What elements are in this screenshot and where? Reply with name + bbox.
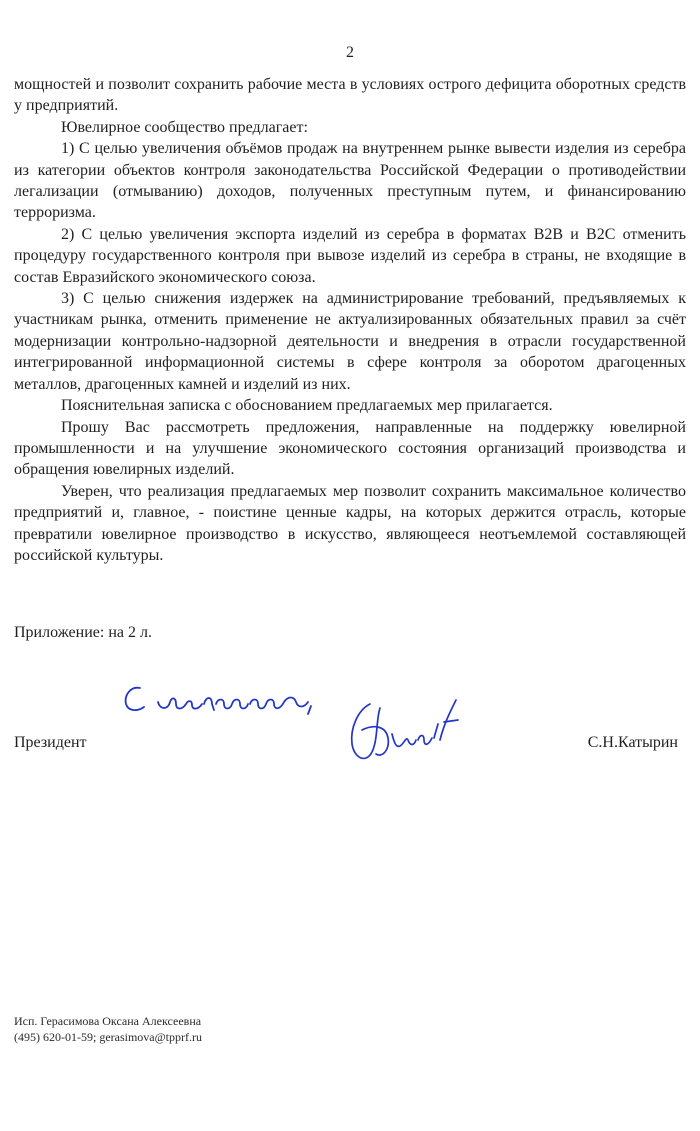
signatory-name: С.Н.Катырин [587,734,678,751]
paragraph-proposal-2: 2) С целью увеличения экспорта изделий из серебра в форматах B2B и B2C отменить процедуру государственного контроля при вывозе изделий из серебра в страны, не входящие в состав Евразийского экономического союза. [14,225,686,286]
executor-name: Исп. Герасимова Оксана Алексеевна [14,1014,202,1028]
paragraph-proposal-3: 3) С целью снижения издержек на администрирование требований, предъявляемых к участникам рынка, отменить применение не актуализированных обязательных правил за счёт модернизации контрольно-надзорной деятельности и внедрения в отрасли государственной интегрированной информационной системы в сфере контроля за оборотом драгоценных металлов, драгоценных камней и изделий из них. [14,290,686,393]
paragraph-conclusion: Уверен, что реализация предлагаемых мер позволит сохранить максимальное количество предприятий и, главное, - поистине ценные кадры, на которых держится отрасль, которые превратили ювелирное производство в искусство, являющееся неотъемлемой составляющей российской культуры. [14,482,686,564]
letter-body [14,74,686,566]
executor-contact: (495) 620-01-59; gerasimova@tpprf.ru [14,1030,203,1044]
handwritten-signature [340,694,460,772]
paragraph-request: Прошу Вас рассмотреть предложения, направленные на поддержку ювелирной промышленности и на улучшение экономического состояния организаций производства и обращения ювелирных изделий. [14,418,686,479]
page-number: 2 [346,44,354,61]
paragraph-proposals-intro: Ювелирное сообщество предлагает: [61,118,308,136]
appendix-note: Приложение: на 2 л. [14,624,152,641]
handwritten-closing [118,680,348,720]
executor-info [14,1013,202,1045]
paragraph-continuation: мощностей и позволит сохранить рабочие места в условиях острого дефицита оборотных средств у предприятий. [14,76,686,115]
signatory-position: Президент [14,734,87,751]
paragraph-explanatory-note: Пояснительная записка с обоснованием предлагаемых мер прилагается. [61,397,553,415]
paragraph-proposal-1: 1) С целью увеличения объёмов продаж на внутреннем рынке вывести изделия из серебра из категории объектов контроля законодательства Российской Федерации о противодействии легализации (отмыванию) доходов, полученных преступным путем, и финансированию терроризма. [14,140,686,222]
